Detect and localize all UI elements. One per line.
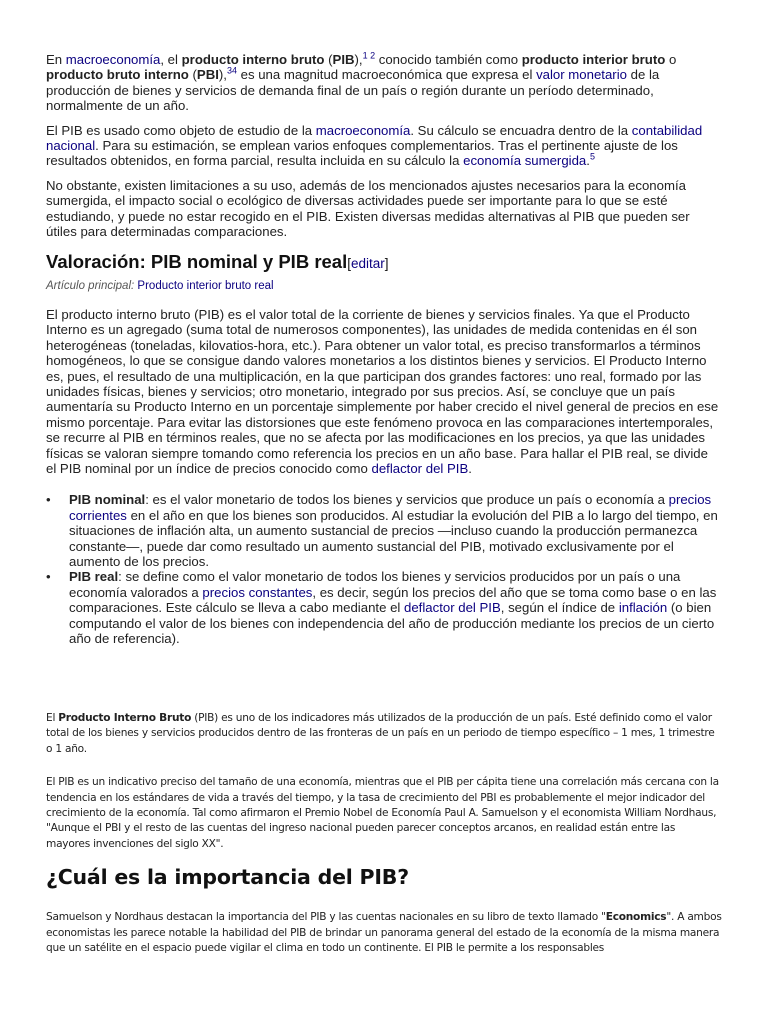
- wiki-article: [46, 52, 721, 646]
- list-item-pib-nominal: • PIB nominal: es el valor monetario de todos los bienes y servicios que produce un país o economía a precios corrientes en el año en que los bienes son producidos. Al estudiar la evolución del PIB a lo largo del tiempo, en situaciones de inflación alta, un aumento sustancial de precios —incluso cuando la producción permanezca constante—, puede dar como resultado un aumento sustancial del PIB, motivado exclusivamente por el aumento de los precios.: [69, 492, 721, 569]
- main-article-note: Artículo principal: Producto interior bruto real: [46, 280, 274, 293]
- link-producto-interior-bruto-real[interactable]: Producto interior bruto real: [137, 280, 274, 293]
- citation-link[interactable]: 1 2: [362, 50, 376, 61]
- section-heading-importancia: ¿Cuál es la importancia del PIB?: [46, 865, 409, 890]
- link-valor-monetario[interactable]: valor monetario: [536, 67, 627, 83]
- link-deflactor-pib[interactable]: deflactor del PIB: [371, 460, 469, 476]
- link-deflactor-pib[interactable]: deflactor del PIB: [404, 600, 501, 616]
- intro-paragraph: En macroeconomía, el producto interno bruto (PIB),$^{1 2}$ conocido también como producto interior bruto o producto bruto interno (PBI),$^{34}$ es una magnitud macroeconómica que expresa el valor monetario de la producción de bienes y servicios de demanda final de un país o región durante un período determinado, normalmente de un año.: [46, 50, 677, 114]
- post-indicator-paragraph: El PIB es un indicativo preciso del tamaño de una economía, mientras que el PIB per cápita tiene una correlación más cercana con la tendencia en los estándares de vida a través del tiempo, y la tasa de crecimiento del PBI es probablemente el mejor indicador del crecimiento de la economía. Tal como afirmaron el Premio Nobel de Economía Paul A. Samuelson y el economista William Nordhaus, "Aunque el PBI y el resto de las cuentas del ingreso nacional pueden parecer conceptos arcanos, en realidad están entre las mayores invenciones del siglo XX".: [46, 776, 719, 850]
- pib-types-list: [46, 492, 721, 646]
- link-contabilidad-nacional[interactable]: contabilidad nacional: [46, 122, 703, 154]
- link-precios-corrientes[interactable]: precios corrientes: [69, 492, 712, 523]
- link-economia-sumergida[interactable]: economía sumergida: [463, 153, 587, 169]
- limitations-paragraph: No obstante, existen limitaciones a su uso, además de los mencionados ajustes necesarios para la economía sumergida, el impacto social o ecológico de diversas actividades puede ser importante para lo que se esté estudiando, y puede no estar recogido en el PIB. Existen diversas medidas alternativas al PIB que pueden ser útiles para determinadas comparaciones.: [46, 177, 690, 240]
- post-importance-paragraph: Samuelson y Nordhaus destacan la importancia del PIB y las cuentas nacionales en su libro de texto llamado "Economics". A ambos economistas les parece notable la habilidad del PIB de brindar un panorama general del estado de la economía de la misma manera que un satélite en el espacio puede vigilar el clima en todo un continente. El PIB le permite a los responsables: [46, 911, 722, 955]
- post-intro-paragraph: El Producto Interno Bruto (PIB) es uno de los indicadores más utilizados de la producción de un país. Esté definido como el valor total de los bienes y servicios producidos dentro de las fronteras de un país en un periodo de tiempo específico – 1 mes, 1 trimestre o 1 año.: [46, 712, 715, 755]
- definition-paragraph: El producto interno bruto (PIB) es el valor total de la corriente de bienes y servicios finales. Ya que el Producto Interno es un agregado (suma total de numerosos componentes), las unidades de medida contenidas en él son heterogéneas (toneladas, kilovatios-hora, etc.). Para obtener un valor total, es preciso transformarlos a términos homogéneos, lo que se consigue dando valores monetarios a los distintos bienes y servicios. El Producto Interno es, pues, el resultado de una multiplicación, en la que participan dos grandes factores: uno real, formado por las unidades físicas, bienes y servicios; otro monetario, integrado por sus precios. Así, se concluye que un país aumentaría su Producto Interno en un porcentaje simplemente por haber crecido el nivel general de precios en ese mismo porcentaje. Para evitar las distorsiones que este fenómeno provoca en las comparaciones intertemporales, se recurre al PIB en términos reales, que no se afecta por las modificaciones en los precios, ya que las unidades físicas se valoran siempre tomando como referencia los precios en un año base. Para hallar el PIB real, se divide el PIB nominal por un índice de precios conocido como deflactor del PIB.: [46, 306, 719, 476]
- link-inflacion[interactable]: inflación: [618, 600, 668, 616]
- link-precios-constantes[interactable]: precios constantes: [202, 584, 313, 600]
- list-item-pib-real: • PIB real: se define como el valor monetario de todos los bienes y servicios producidos por un país o una economía valorados a precios constantes, es decir, según los precios del año que se toma como base o en las comparaciones. Este cálculo se lleva a cabo mediante el deflactor del PIB, según el índice de inflación (o bien computando el valor de los bienes con independencia del año de producción mediante los precios de un cierto año de referencia).: [69, 569, 721, 646]
- edit-link[interactable]: editar: [351, 256, 385, 272]
- usage-paragraph: El PIB es usado como objeto de estudio de la macroeconomía. Su cálculo se encuadra dentro de la contabilidad nacional. Para su estimación, se emplean varios enfoques complementarios. Tras el pertinente ajuste de los resultados obtenidos, en forma parcial, resulta incluida en su cálculo la economía sumergida.$^5$: [46, 122, 703, 169]
- citation-link[interactable]: 5: [589, 152, 595, 163]
- edit-section: [editar]: [347, 256, 389, 272]
- blog-article: [46, 711, 722, 974]
- link-macroeconomia[interactable]: macroeconomía: [65, 52, 161, 67]
- citation-link[interactable]: 34: [226, 66, 237, 77]
- section-heading-valoracion: Valoración: PIB nominal y PIB real[editar]: [46, 251, 389, 273]
- link-macroeconomia[interactable]: macroeconomía: [315, 122, 411, 138]
